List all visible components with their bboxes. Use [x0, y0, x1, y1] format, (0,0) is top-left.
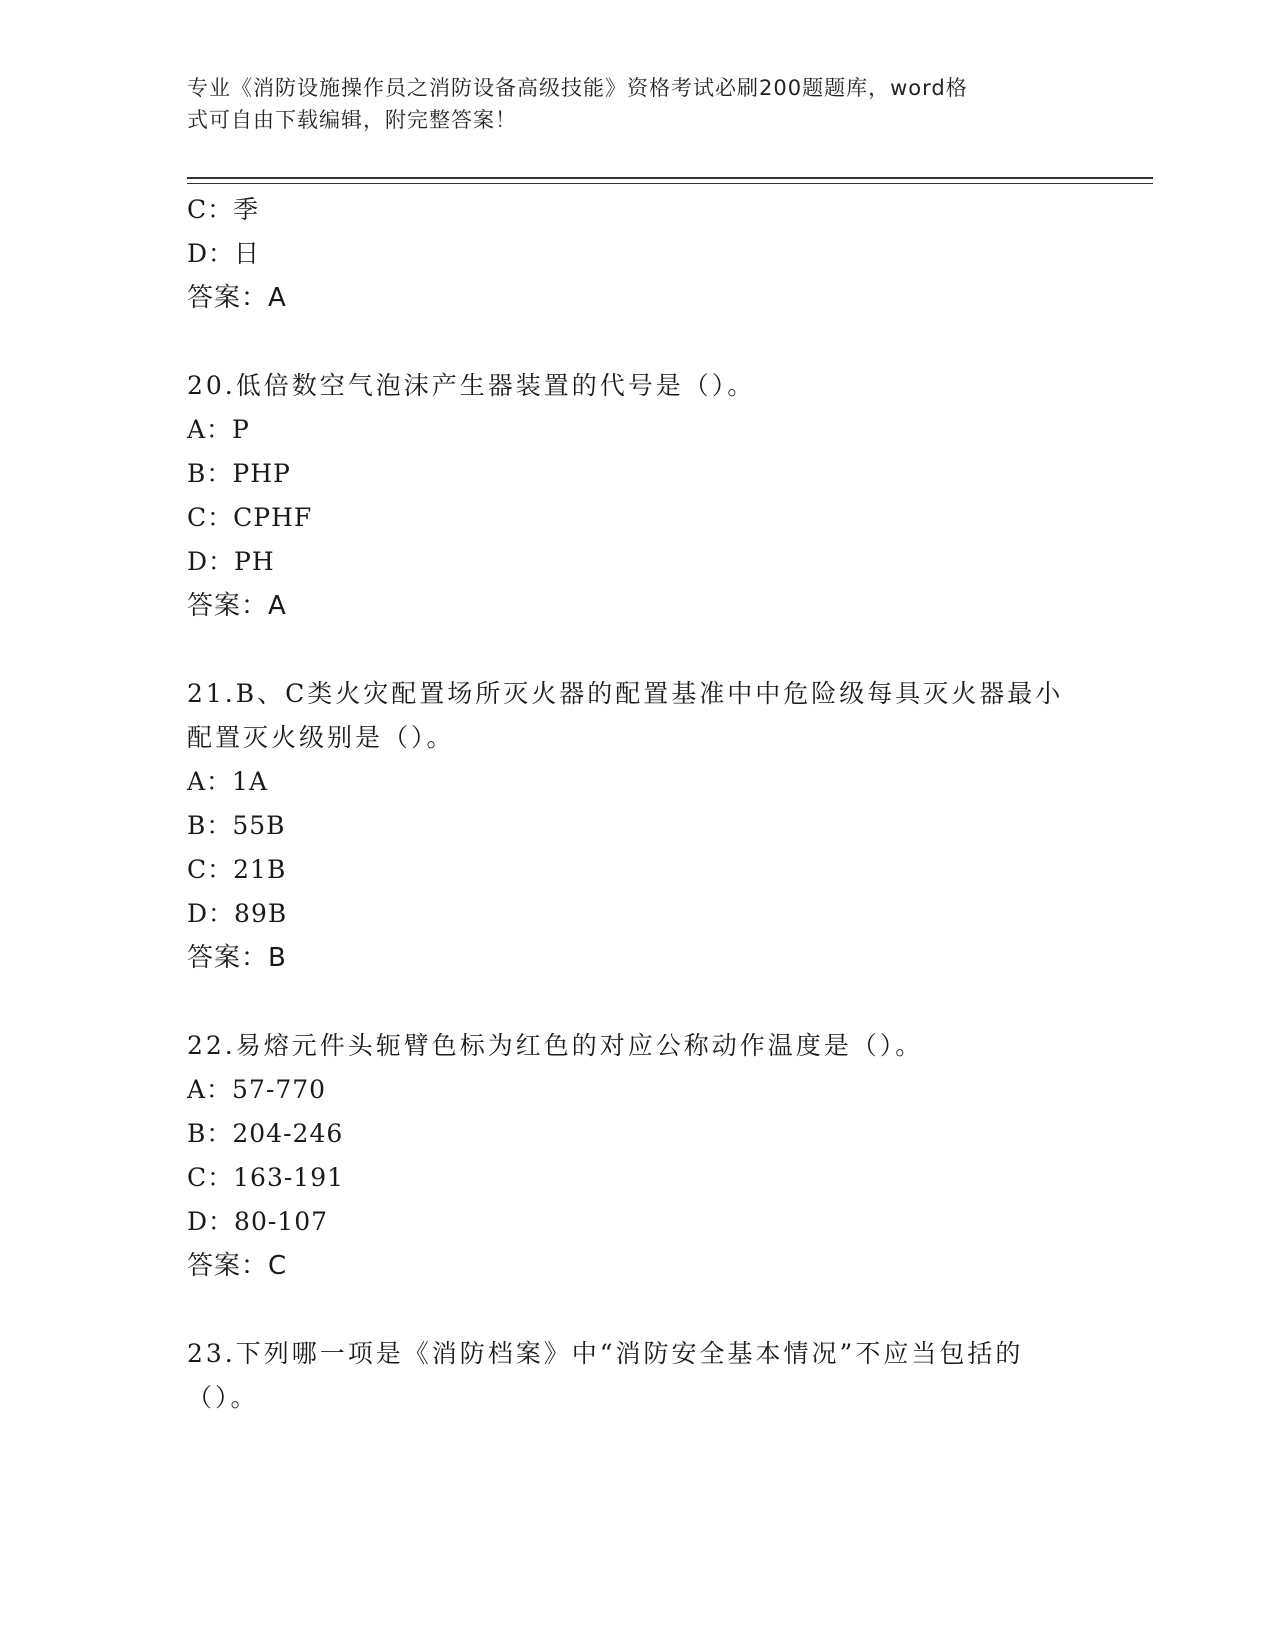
q20-answer: 答案：A [187, 591, 287, 621]
header-line-1: 专业《消防设施操作员之消防设备高级技能》资格考试必刷200题题库，word格 [187, 76, 968, 100]
q23-text-line-2: （）。 [187, 1383, 259, 1412]
q20-option-b: B：PHP [187, 459, 291, 488]
q22-option-d: D：80-107 [187, 1207, 329, 1236]
q22-text: 22.易熔元件头轭臂色标为红色的对应公称动作温度是（）。 [187, 1031, 924, 1060]
q21-option-a: A：1A [187, 767, 269, 796]
prev-option-c: C：季 [187, 195, 260, 224]
q22-option-b: B：204-246 [187, 1119, 344, 1148]
q21-text-line-2: 配置灭火级别是（）。 [187, 723, 455, 752]
q22-option-a: A：57-770 [187, 1075, 327, 1104]
document-header [187, 72, 1067, 136]
q21-option-b: B：55B [187, 811, 286, 840]
q21-text-line-1: 21.B、C类火灾配置场所灭火器的配置基准中中危险级每具灭火器最小 [187, 679, 1064, 708]
q21-answer: 答案：B [187, 943, 287, 973]
q21-option-d: D：89B [187, 899, 288, 928]
prev-answer: 答案：A [187, 283, 287, 313]
q20-text: 20.低倍数空气泡沫产生器装置的代号是（）。 [187, 371, 756, 400]
q20-option-a: A：P [187, 415, 250, 444]
q22-option-c: C：163-191 [187, 1163, 345, 1192]
q22-answer: 答案：C [187, 1251, 288, 1281]
q20-option-c: C：CPHF [187, 503, 313, 532]
q23-text-line-1: 23.下列哪一项是《消防档案》中“消防安全基本情况”不应当包括的 [187, 1339, 1024, 1368]
header-divider-thick [187, 177, 1153, 179]
q21-option-c: C：21B [187, 855, 287, 884]
prev-option-d: D：日 [187, 239, 261, 268]
q20-option-d: D：PH [187, 547, 275, 576]
header-divider-thin [187, 183, 1153, 184]
header-line-2: 式可自由下载编辑，附完整答案！ [187, 108, 517, 132]
